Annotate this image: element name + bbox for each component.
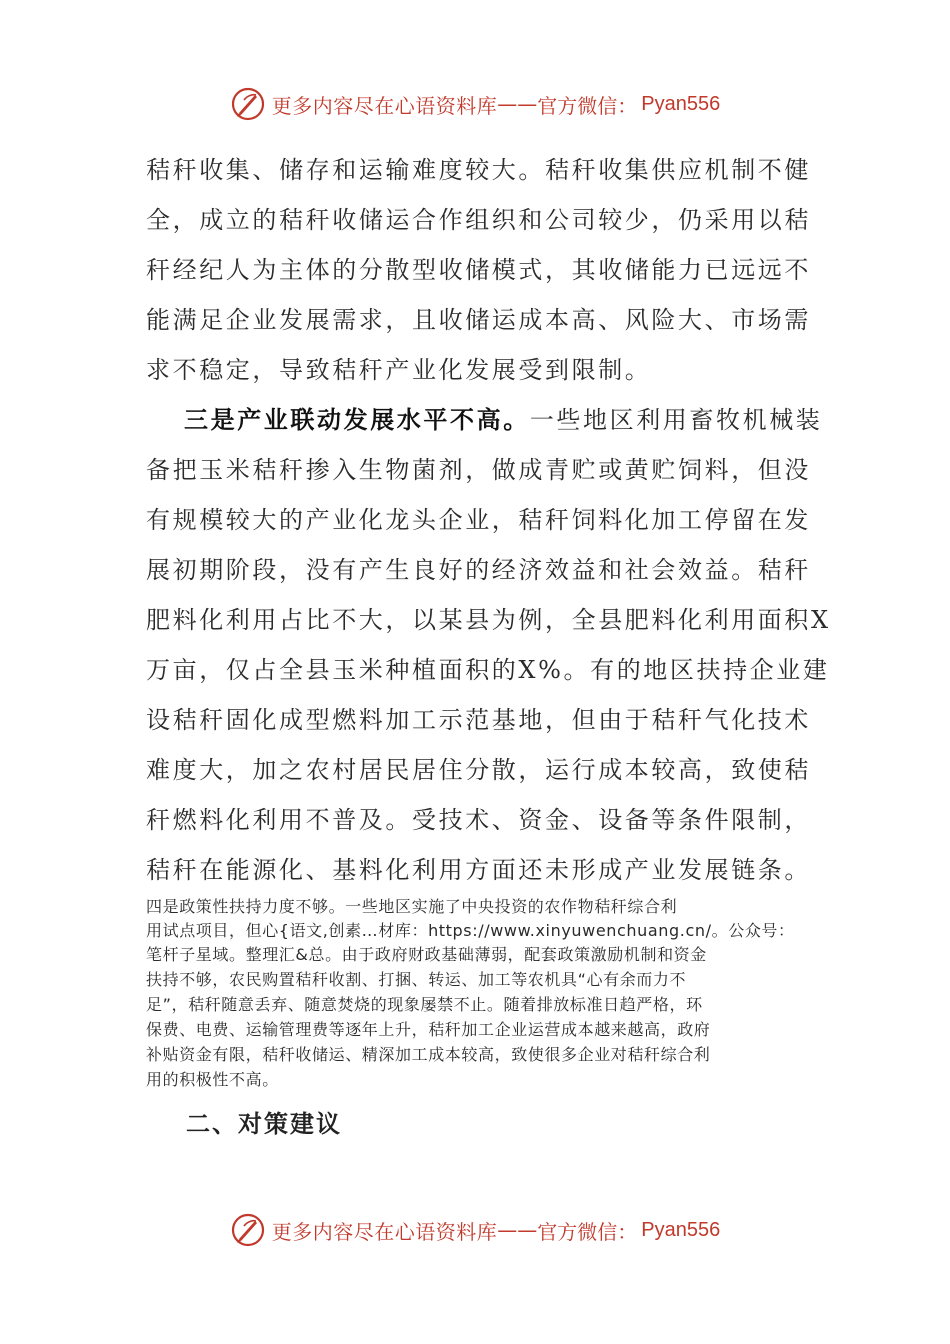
small-text-line: 用试点项目，但心{语文,创素…材库：https://www.xinyuwenchuang.cn/。公众号： xyxy=(146,921,795,940)
small-text-line: 扶持不够，农民购置秸秆收割、打捆、转运、加工等农机具“心有余而力不 xyxy=(146,970,687,989)
text-line: 求不稳定，导致秸秆产业化发展受到限制。 xyxy=(146,356,652,384)
text-line: 有规模较大的产业化龙头企业，秸秆饲料化加工停留在发 xyxy=(146,506,811,534)
footer-watermark-banner xyxy=(0,1208,950,1252)
banner-separator: —— xyxy=(497,92,538,116)
text-line-lead xyxy=(184,405,822,435)
small-text-line: 补贴资金有限，秸秆收储运、精深加工成本较高，致使很多企业对秸秆综合利 xyxy=(146,1045,711,1064)
banner-text: 更多内容尽在心语资料库 xyxy=(271,1219,498,1244)
banner-wechat-id: Pyan556 xyxy=(641,92,721,115)
text-line: 备把玉米秸秆掺入生物菌剂，做成青贮或黄贮饲料，但没 xyxy=(146,456,811,484)
small-text-line: 四是政策性扶持力度不够。一些地区实施了中央投资的农作物秸秆综合利 xyxy=(146,897,678,916)
text-line: 能满足企业发展需求，且收储运成本高、风险大、市场需 xyxy=(146,306,811,334)
banner-text: 更多内容尽在心语资料库 xyxy=(271,93,498,118)
small-text-line: 用的积极性不高。 xyxy=(146,1070,279,1089)
quill-pen-logo-icon xyxy=(230,1212,266,1248)
header-watermark-banner xyxy=(0,82,950,126)
paragraph-lead-rest: 一些地区利用畜牧机械装 xyxy=(529,406,823,434)
text-line: 秆经纪人为主体的分散型收储模式，其收储能力已远远不 xyxy=(146,256,811,284)
section-heading: 二、对策建议 xyxy=(186,1110,342,1138)
banner-separator: —— xyxy=(497,1218,538,1242)
banner-wechat-label: 官方微信： xyxy=(537,93,638,118)
text-line: 秸秆在能源化、基料化利用方面还未形成产业发展链条。 xyxy=(146,856,811,884)
small-text-line: 足”，秸秆随意丢弃、随意焚烧的现象屡禁不止。随着排放标准日趋严格，环 xyxy=(146,995,703,1014)
text-line: 秆燃料化利用不普及。受技术、资金、设备等条件限制， xyxy=(146,806,811,834)
small-text-line: 保费、电费、运输管理费等逐年上升，秸秆加工企业运营成本越来越高，政府 xyxy=(146,1020,711,1039)
banner-wechat-label: 官方微信： xyxy=(537,1219,638,1244)
text-line: 万亩，仅占全县玉米种植面积的X%。有的地区扶持企业建 xyxy=(146,656,830,684)
text-line: 展初期阶段，没有产生良好的经济效益和社会效益。秸秆 xyxy=(146,556,811,584)
text-line: 肥料化利用占比不大，以某县为例，全县肥料化利用面积X xyxy=(146,606,831,634)
quill-pen-logo-icon xyxy=(230,86,266,122)
text-line: 全，成立的秸秆收储运合作组织和公司较少，仍采用以秸 xyxy=(146,206,811,234)
small-text-line: 笔杆子星域。整理汇&总。由于政府财政基础薄弱，配套政策激励机制和资金 xyxy=(146,945,707,964)
text-line: 难度大，加之农村居民居住分散，运行成本较高，致使秸 xyxy=(146,756,811,784)
paragraph-lead-bold: 三是产业联动发展水平不高。 xyxy=(184,406,530,434)
text-line: 设秸秆固化成型燃料加工示范基地，但由于秸秆气化技术 xyxy=(146,706,811,734)
text-line: 秸秆收集、储存和运输难度较大。秸秆收集供应机制不健 xyxy=(146,156,811,184)
banner-wechat-id: Pyan556 xyxy=(641,1218,721,1241)
